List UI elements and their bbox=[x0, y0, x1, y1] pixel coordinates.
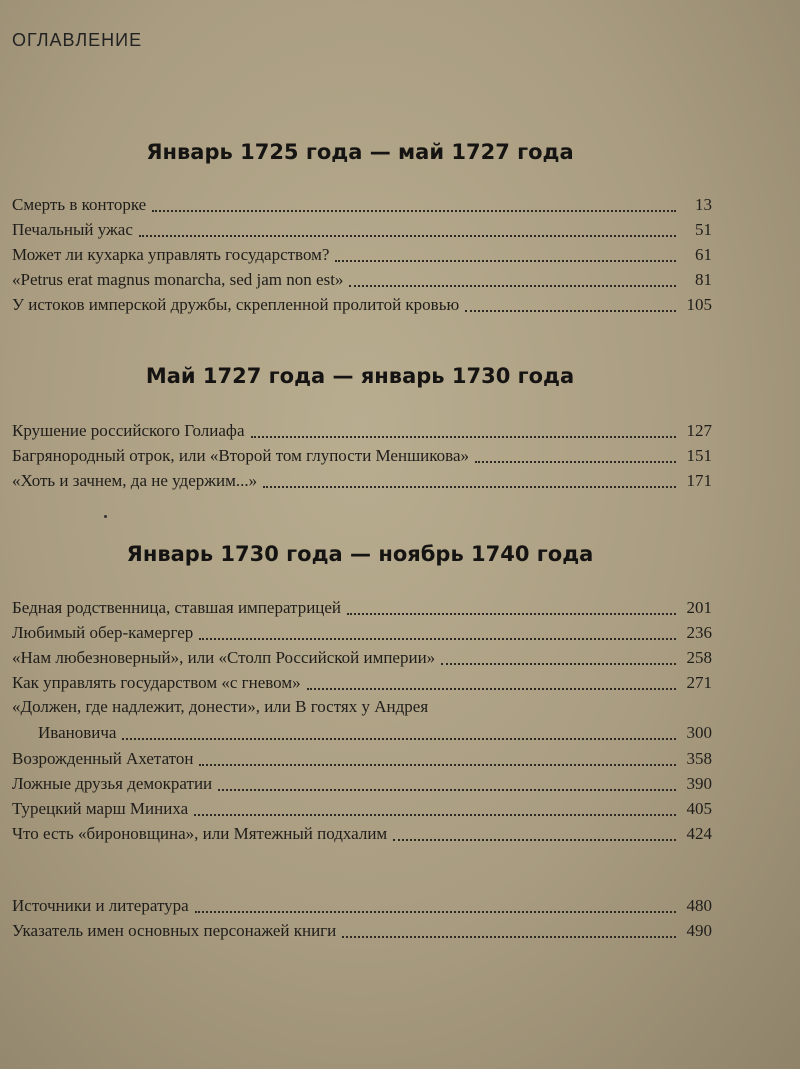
section-title: Январь 1725 года — май 1727 года bbox=[146, 140, 574, 164]
entry-page: 236 bbox=[686, 623, 712, 642]
entry-page: 13 bbox=[695, 195, 712, 214]
dot-leader bbox=[263, 486, 676, 488]
entry-page: 405 bbox=[686, 799, 712, 818]
entry-page: 171 bbox=[686, 471, 712, 490]
entry-page: 490 bbox=[686, 921, 712, 940]
dot-leader bbox=[441, 663, 676, 665]
toc-entry bbox=[12, 418, 712, 442]
dot-leader bbox=[195, 911, 676, 913]
entry-title-first-line: «Должен, где надлежит, донести», или В гостях у Андрея bbox=[12, 697, 429, 716]
entry-title: Турецкий марш Миниха bbox=[12, 799, 189, 818]
entry-title: Как управлять государством «с гневом» bbox=[12, 673, 301, 692]
dot-leader bbox=[342, 936, 676, 938]
entry-page: 480 bbox=[686, 896, 712, 915]
entry-page: 151 bbox=[686, 446, 712, 465]
toc-entry bbox=[12, 918, 712, 942]
toc-entry bbox=[12, 620, 712, 644]
print-speck bbox=[104, 515, 107, 518]
dot-leader bbox=[465, 310, 676, 312]
toc-entry bbox=[12, 217, 712, 241]
toc-entry bbox=[38, 720, 712, 744]
entry-page: 51 bbox=[695, 220, 712, 239]
entry-title: «Хоть и зачнем, да не удержим...» bbox=[12, 471, 258, 490]
entry-title: «Нам любезноверный», или «Столп Российской империи» bbox=[12, 648, 436, 667]
entry-page: 61 bbox=[695, 245, 712, 264]
section-title: Май 1727 года — январь 1730 года bbox=[145, 364, 575, 388]
entry-title: Может ли кухарка управлять государством? bbox=[12, 245, 330, 264]
entry-title: Возрожденный Ахетатон bbox=[12, 749, 194, 768]
entry-title: Ложные друзья демократии bbox=[12, 774, 213, 793]
dot-leader bbox=[307, 688, 676, 690]
dot-leader bbox=[349, 285, 676, 287]
toc-entry bbox=[12, 267, 712, 291]
entry-page: 390 bbox=[686, 774, 712, 793]
dot-leader bbox=[199, 764, 676, 766]
dot-leader bbox=[335, 260, 676, 262]
dot-leader bbox=[199, 638, 676, 640]
dot-leader bbox=[152, 210, 676, 212]
toc-entry bbox=[12, 821, 712, 845]
dot-leader bbox=[251, 436, 677, 438]
toc-entry bbox=[12, 595, 712, 619]
entry-title: Багрянородный отрок, или «Второй том глупости Меншикова» bbox=[12, 446, 470, 465]
dot-leader bbox=[139, 235, 676, 237]
toc-entry bbox=[12, 192, 712, 216]
entry-title: У истоков имперской дружбы, скрепленной пролитой кровью bbox=[12, 295, 460, 314]
toc-entry bbox=[12, 242, 712, 266]
dot-leader bbox=[475, 461, 676, 463]
dot-leader bbox=[347, 613, 676, 615]
toc-entry bbox=[12, 670, 712, 694]
toc-entry bbox=[12, 645, 712, 669]
section-title: Январь 1730 года — ноябрь 1740 года bbox=[126, 542, 594, 566]
entry-title: Любимый обер-камергер bbox=[12, 623, 194, 642]
toc-entry bbox=[12, 746, 712, 770]
dot-leader bbox=[218, 789, 676, 791]
entry-title: Бедная родственница, ставшая императрицей bbox=[12, 598, 342, 617]
entry-page: 271 bbox=[686, 673, 712, 692]
dot-leader bbox=[194, 814, 676, 816]
entry-page: 105 bbox=[686, 295, 712, 314]
toc-entry bbox=[12, 443, 712, 467]
entry-page: 81 bbox=[695, 270, 712, 289]
entry-title: Что есть «бироновщина», или Мятежный подхалим bbox=[12, 824, 388, 843]
entry-page: 424 bbox=[686, 824, 712, 843]
entry-page: 201 bbox=[686, 598, 712, 617]
dot-leader bbox=[122, 738, 676, 740]
entry-page: 127 bbox=[686, 421, 712, 440]
entry-page: 258 bbox=[686, 648, 712, 667]
dot-leader bbox=[393, 839, 676, 841]
entry-title: Печальный ужас bbox=[12, 220, 133, 239]
entry-title: «Petrus erat magnus monarcha, sed jam non est» bbox=[12, 270, 344, 289]
toc-entry bbox=[12, 292, 712, 316]
entry-title: Ивановича bbox=[38, 723, 117, 742]
toc-entry bbox=[12, 893, 712, 917]
toc-entry bbox=[12, 468, 712, 492]
entry-title: Источники и литература bbox=[12, 896, 189, 915]
entry-title: Крушение российского Голиафа bbox=[12, 421, 245, 440]
entry-page: 300 bbox=[686, 723, 712, 742]
page-header: ОГЛАВЛЕНИЕ bbox=[12, 30, 143, 50]
entry-title: Смерть в конторке bbox=[12, 195, 147, 214]
toc-entry bbox=[12, 771, 712, 795]
entry-title: Указатель имен основных персонажей книги bbox=[12, 921, 337, 940]
entry-page: 358 bbox=[686, 749, 712, 768]
toc-entry bbox=[12, 796, 712, 820]
